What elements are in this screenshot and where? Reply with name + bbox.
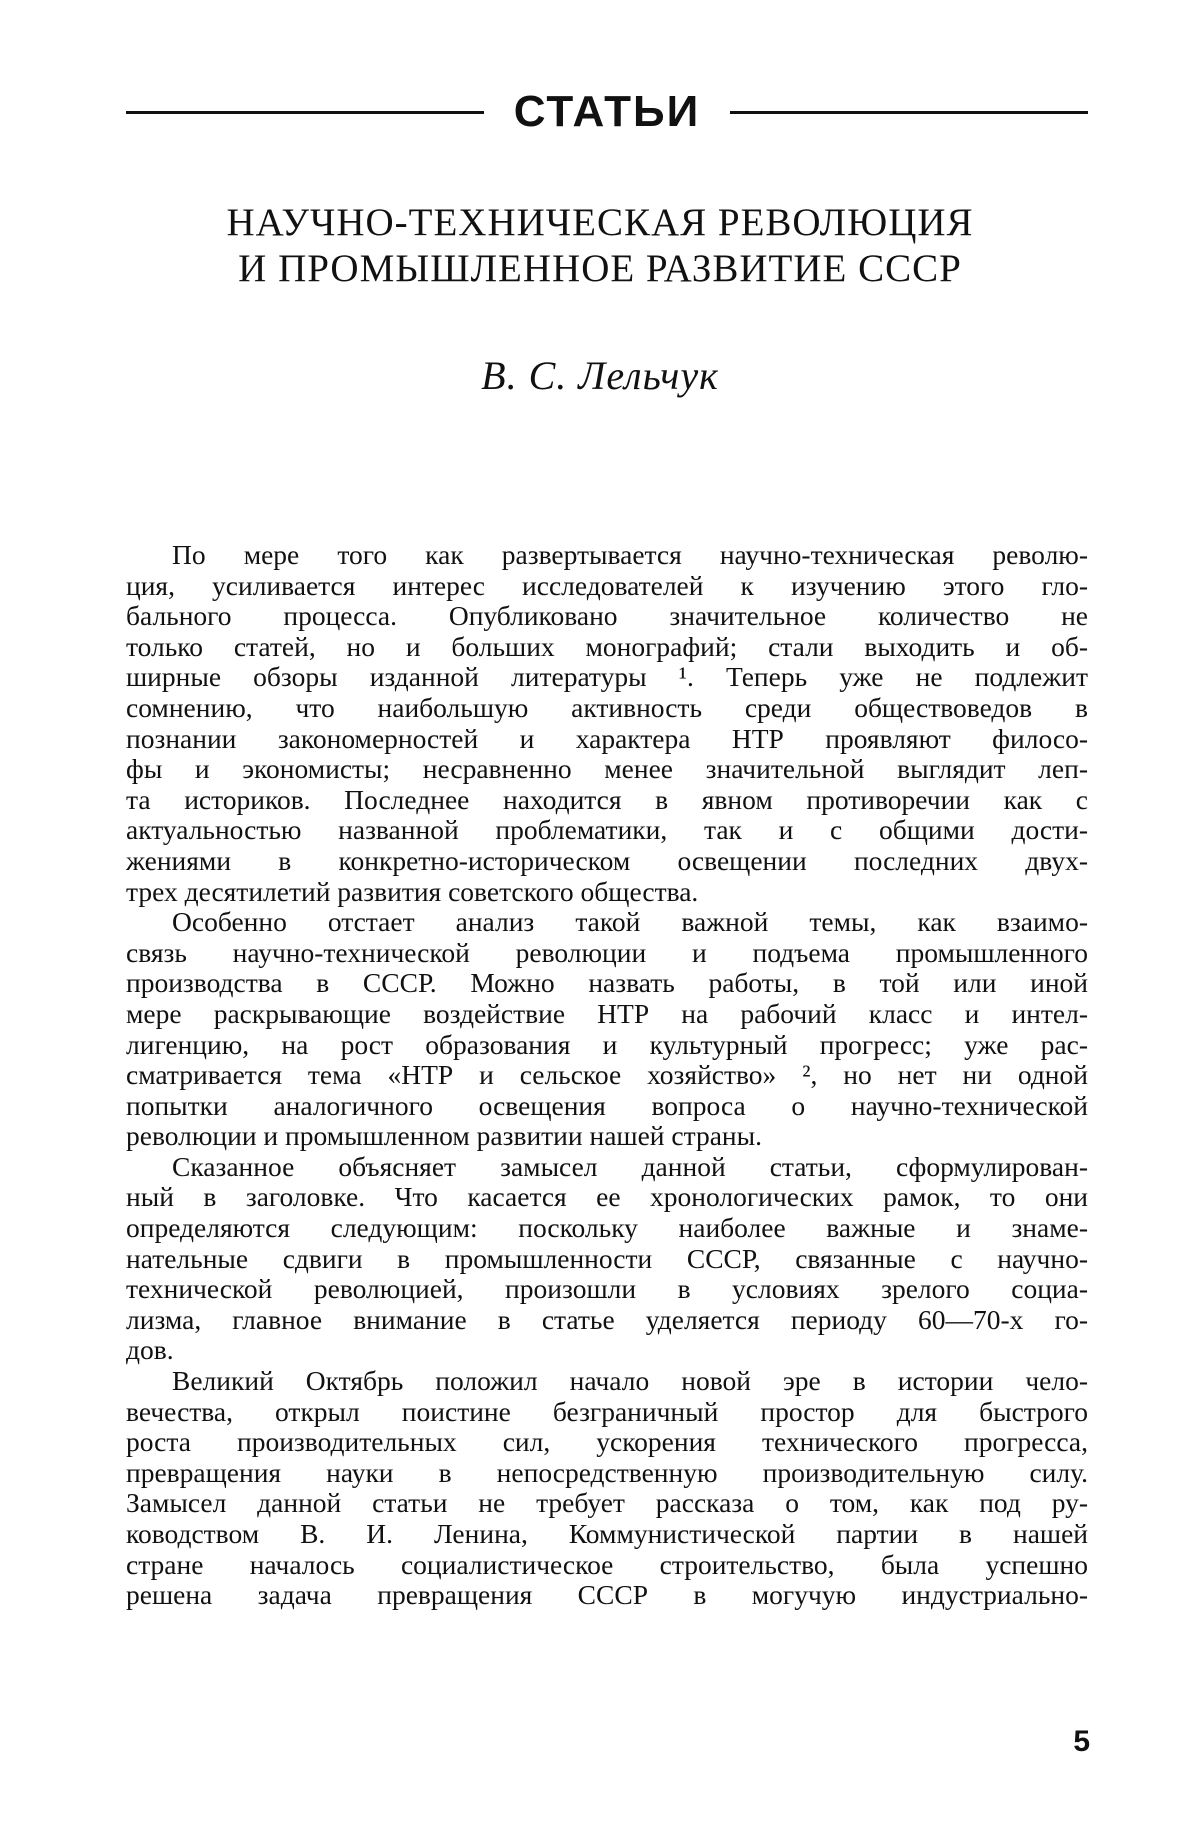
text-line: актуальностью названной проблематики, так и с общими дости- [126, 814, 1088, 846]
text-line: фы и экономисты; несравненно менее значительной выглядит леп- [126, 753, 1088, 785]
text-line: только статей, но и больших монографий; стали выходить и об- [126, 630, 1088, 662]
text-line: технической революцией, произошли в условиях зрелого социа- [126, 1273, 1088, 1305]
text-line: производства в СССР. Можно назвать работы, в той или иной [126, 967, 1088, 999]
text-line: Великий Октябрь положил начало новой эре в истории чело- [172, 1365, 1088, 1397]
text-line: ция, усиливается интерес исследователей к изучению этого гло- [126, 569, 1088, 601]
text-line: ный в заголовке. Что касается ее хронологических рамок, то они [126, 1181, 1088, 1213]
text-line: дов. [126, 1334, 174, 1366]
text-line: бального процесса. Опубликовано значительное количество не [126, 600, 1088, 632]
text-line: вечества, открыл поистине безграничный простор для быстрого [126, 1395, 1088, 1427]
article-body [126, 540, 1088, 1611]
text-line: трех десятилетий развития советского общества. [126, 875, 699, 907]
article-title-line: И ПРОМЫШЛЕННОЕ РАЗВИТИЕ СССР [238, 247, 962, 290]
text-line: По мере того как развертывается научно-техническая револю- [172, 539, 1088, 570]
text-line: та историков. Последнее находится в явном противоречии как с [126, 783, 1088, 815]
header-rule-left [126, 111, 484, 114]
section-label: СТАТЬИ [513, 87, 701, 136]
text-line: ководством В. И. Ленина, Коммунистической партии в нашей [126, 1518, 1088, 1549]
article-author: В. С. Лельчук [481, 353, 719, 398]
text-line: превращения науки в непосредственную производительную силу. [126, 1456, 1088, 1488]
text-line: ширные обзоры изданной литературы ¹. Теперь уже не подлежит [126, 661, 1088, 693]
text-line: лигенцию, на рост образования и культурный прогресс; уже рас- [126, 1028, 1088, 1060]
text-line: Особенно отстает анализ такой важной темы, как взаимо- [172, 906, 1088, 938]
section-header [126, 82, 1088, 142]
text-line: Сказанное объясняет замысел данной статьи, сформулирован- [172, 1150, 1088, 1182]
text-line: решена задача превращения СССР в могучую индустриально- [126, 1579, 1088, 1611]
text-line: лизма, главное внимание в статье уделяется периоду 60—70-х го- [126, 1303, 1088, 1335]
article-title [100, 200, 1100, 292]
article-title-line: НАУЧНО-ТЕХНИЧЕСКАЯ РЕВОЛЮЦИЯ [226, 201, 974, 244]
text-line: определяются следующим: поскольку наиболее важные и знаме- [126, 1212, 1088, 1244]
header-rule-right [730, 111, 1088, 114]
text-line: революции и промышленном развитии нашей страны. [126, 1120, 762, 1152]
text-line: роста производительных сил, ускорения технического прогресса, [126, 1426, 1088, 1458]
text-line: жениями в конкретно-историческом освещении последних двух- [126, 844, 1088, 876]
text-line: попытки аналогичного освещения вопроса о научно-технической [126, 1089, 1088, 1121]
text-line: сматривается тема «НТР и сельское хозяйство» ², но нет ни одной [126, 1059, 1088, 1091]
text-line: сомнению, что наибольшую активность среди обществоведов в [126, 691, 1088, 723]
text-line: Замысел данной статьи не требует рассказа о том, как под ру- [126, 1487, 1088, 1519]
page-number: 5 [1073, 1725, 1090, 1758]
text-line: познании закономерностей и характера НТР проявляют филосо- [126, 722, 1088, 754]
text-line: связь научно-технической революции и подъема промышленного [126, 936, 1088, 968]
text-line: мере раскрывающие воздействие НТР на рабочий класс и интел- [126, 997, 1088, 1029]
text-line: нательные сдвиги в промышленности СССР, связанные с научно- [126, 1242, 1088, 1274]
text-line: стране началось социалистическое строительство, была успешно [126, 1548, 1088, 1580]
